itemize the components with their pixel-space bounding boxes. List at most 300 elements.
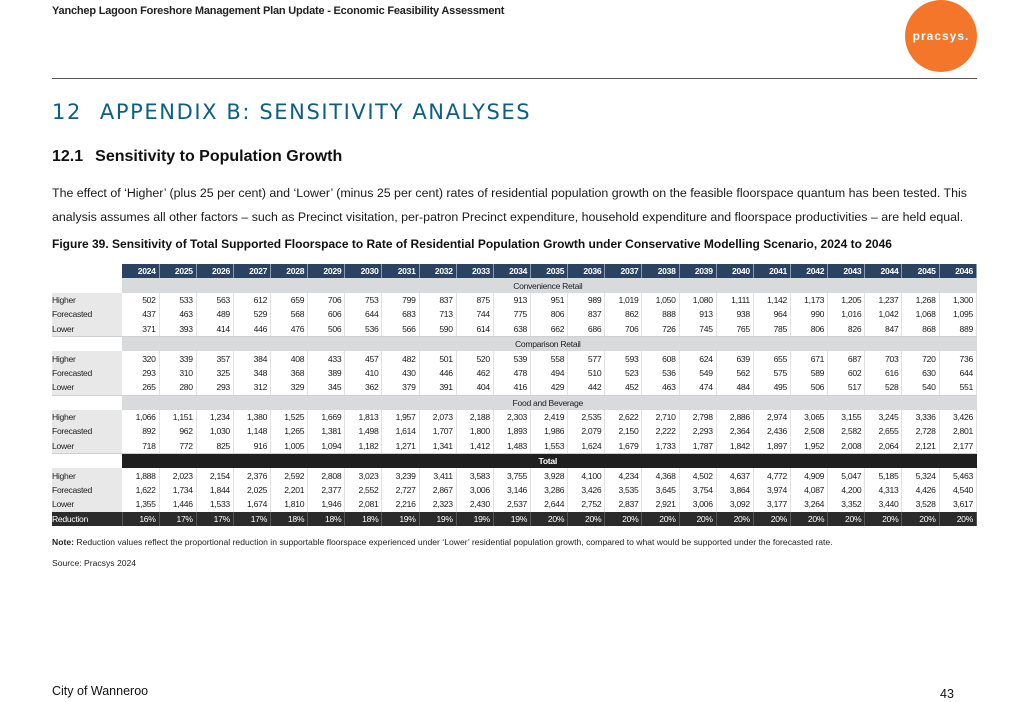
row-label: Lower [52, 322, 122, 337]
table-cell: 19% [456, 512, 493, 526]
table-cell: 713 [419, 307, 456, 321]
table-cell: 3,239 [382, 468, 419, 482]
table-row [52, 468, 977, 482]
table-cell: 2,188 [456, 410, 493, 424]
group-label: Total [122, 454, 977, 469]
table-cell: 345 [308, 380, 345, 395]
table-cell: 1,800 [456, 424, 493, 438]
subsection-number: 12.1 [52, 148, 84, 165]
table-cell: 446 [419, 366, 456, 380]
table-cell: 3,155 [828, 410, 865, 424]
table-cell: 501 [419, 351, 456, 365]
table-cell: 2,293 [679, 424, 716, 438]
table-cell: 536 [642, 366, 679, 380]
table-cell: 892 [122, 424, 159, 438]
table-cell: 3,264 [791, 497, 828, 511]
table-cell: 442 [568, 380, 605, 395]
table-cell: 718 [122, 439, 159, 454]
table-cell: 408 [271, 351, 308, 365]
note-label: Note: [52, 537, 74, 547]
table-cell: 429 [531, 380, 568, 395]
table-cell: 799 [382, 293, 419, 307]
table-cell: 2,201 [271, 483, 308, 497]
table-row [52, 410, 977, 424]
table-cell: 1,813 [345, 410, 382, 424]
table-cell: 1,080 [679, 293, 716, 307]
table-cell: 2,008 [828, 439, 865, 454]
table-cell: 3,974 [753, 483, 790, 497]
table-cell: 1,888 [122, 468, 159, 482]
table-cell: 549 [679, 366, 716, 380]
group-header-spacer [52, 336, 122, 351]
table-cell: 329 [271, 380, 308, 395]
table-cell: 772 [159, 439, 196, 454]
table-cell: 1,005 [271, 439, 308, 454]
table-row [52, 483, 977, 497]
table-cell: 265 [122, 380, 159, 395]
source-line: Source: Pracsys 2024 [52, 558, 137, 568]
table-cell: 1,019 [605, 293, 642, 307]
table-cell: 1,173 [791, 293, 828, 307]
table-cell: 562 [716, 366, 753, 380]
header-divider [52, 78, 977, 79]
year-header-cell: 2029 [308, 264, 345, 278]
table-cell: 1,446 [159, 497, 196, 511]
table-cell: 1,957 [382, 410, 419, 424]
table-cell: 4,502 [679, 468, 716, 482]
table-cell: 348 [233, 366, 270, 380]
group-header-row [52, 395, 977, 410]
table-cell: 1,483 [493, 439, 530, 454]
table-cell: 506 [791, 380, 828, 395]
table-cell: 913 [493, 293, 530, 307]
table-cell: 2,921 [642, 497, 679, 511]
year-header-cell: 2034 [493, 264, 530, 278]
table-cell: 1,986 [531, 424, 568, 438]
table-cell: 2,752 [568, 497, 605, 511]
table-cell: 4,100 [568, 468, 605, 482]
footer-organisation: City of Wanneroo [52, 684, 149, 698]
table-cell: 608 [642, 351, 679, 365]
table-cell: 293 [196, 380, 233, 395]
table-cell: 566 [382, 322, 419, 337]
group-label: Convenience Retail [122, 278, 977, 292]
table-cell: 1,205 [828, 293, 865, 307]
table-cell: 3,286 [531, 483, 568, 497]
table-cell: 4,087 [791, 483, 828, 497]
year-header-cell: 2024 [122, 264, 159, 278]
row-label: Higher [52, 351, 122, 365]
year-header-cell: 2043 [828, 264, 865, 278]
table-cell: 862 [605, 307, 642, 321]
table-cell: 4,772 [753, 468, 790, 482]
table-cell: 20% [642, 512, 679, 526]
table-cell: 2,323 [419, 497, 456, 511]
table-cell: 1,050 [642, 293, 679, 307]
table-cell: 1,042 [865, 307, 902, 321]
year-header-cell: 2032 [419, 264, 456, 278]
table-row [52, 439, 977, 454]
table-cell: 517 [828, 380, 865, 395]
table-cell: 520 [456, 351, 493, 365]
table-cell: 3,006 [679, 497, 716, 511]
table-cell: 1,897 [753, 439, 790, 454]
table-cell: 3,440 [865, 497, 902, 511]
table-cell: 529 [233, 307, 270, 321]
table-cell: 19% [419, 512, 456, 526]
table-cell: 3,352 [828, 497, 865, 511]
year-header-cell: 2038 [642, 264, 679, 278]
table-cell: 606 [308, 307, 345, 321]
table-cell: 416 [493, 380, 530, 395]
table-cell: 20% [679, 512, 716, 526]
table-cell: 964 [753, 307, 790, 321]
group-label: Food and Beverage [122, 395, 977, 410]
table-row [52, 497, 977, 511]
table-cell: 3,754 [679, 483, 716, 497]
group-header-row [52, 454, 977, 469]
table-cell: 2,150 [605, 424, 642, 438]
table-cell: 916 [233, 439, 270, 454]
table-cell: 2,537 [493, 497, 530, 511]
table-cell: 3,092 [716, 497, 753, 511]
table-cell: 3,245 [865, 410, 902, 424]
table-cell: 3,146 [493, 483, 530, 497]
table-cell: 687 [828, 351, 865, 365]
table-cell: 293 [122, 366, 159, 380]
table-cell: 2,867 [419, 483, 456, 497]
table-cell: 1,734 [159, 483, 196, 497]
table-cell: 563 [196, 293, 233, 307]
year-header-cell: 2046 [939, 264, 976, 278]
table-cell: 2,801 [939, 424, 976, 438]
section-title: APPENDIX B: SENSITIVITY ANALYSES [99, 100, 532, 124]
table-cell: 736 [939, 351, 976, 365]
table-cell: 4,540 [939, 483, 976, 497]
table-cell: 357 [196, 351, 233, 365]
table-cell: 20% [902, 512, 939, 526]
table-cell: 320 [122, 351, 159, 365]
group-header-row [52, 278, 977, 292]
table-cell: 1,952 [791, 439, 828, 454]
table-cell: 1,142 [753, 293, 790, 307]
table-cell: 3,864 [716, 483, 753, 497]
table-cell: 2,079 [568, 424, 605, 438]
table-cell: 1,810 [271, 497, 308, 511]
table-cell: 430 [382, 366, 419, 380]
table-cell: 495 [753, 380, 790, 395]
table-cell: 19% [382, 512, 419, 526]
table-cell: 437 [122, 307, 159, 321]
table-cell: 745 [679, 322, 716, 337]
subsection-title: Sensitivity to Population Growth [95, 148, 343, 165]
table-cell: 379 [382, 380, 419, 395]
table-cell: 2,154 [196, 468, 233, 482]
table-cell: 706 [308, 293, 345, 307]
table-cell: 533 [159, 293, 196, 307]
table-cell: 1,268 [902, 293, 939, 307]
table-cell: 4,909 [791, 468, 828, 482]
header-corner [52, 264, 122, 278]
year-header-cell: 2042 [791, 264, 828, 278]
table-cell: 1,341 [419, 439, 456, 454]
section-number: 12 [52, 100, 82, 124]
table-cell: 2,177 [939, 439, 976, 454]
table-cell: 2,436 [753, 424, 790, 438]
year-header-cell: 2036 [568, 264, 605, 278]
table-cell: 528 [865, 380, 902, 395]
group-header-row [52, 336, 977, 351]
table-row [52, 322, 977, 337]
year-header-cell: 2031 [382, 264, 419, 278]
table-note [52, 537, 833, 547]
table-cell: 1,182 [345, 439, 382, 454]
table-cell: 1,016 [828, 307, 865, 321]
table-cell: 1,095 [939, 307, 976, 321]
table-cell: 3,617 [939, 497, 976, 511]
table-cell: 4,368 [642, 468, 679, 482]
table-cell: 568 [271, 307, 308, 321]
table-cell: 806 [531, 307, 568, 321]
table-cell: 3,583 [456, 468, 493, 482]
table-cell: 2,364 [716, 424, 753, 438]
table-cell: 990 [791, 307, 828, 321]
table-cell: 875 [456, 293, 493, 307]
table-cell: 5,185 [865, 468, 902, 482]
table-cell: 1,271 [382, 439, 419, 454]
table-cell: 3,928 [531, 468, 568, 482]
table-cell: 1,707 [419, 424, 456, 438]
reduction-row [52, 512, 977, 526]
table-cell: 868 [902, 322, 939, 337]
sensitivity-table [52, 264, 977, 526]
table-cell: 484 [716, 380, 753, 395]
table-cell: 989 [568, 293, 605, 307]
table-cell: 539 [493, 351, 530, 365]
table-cell: 644 [345, 307, 382, 321]
table-cell: 462 [456, 366, 493, 380]
table-cell: 2,121 [902, 439, 939, 454]
table-cell: 775 [493, 307, 530, 321]
table-cell: 1,525 [271, 410, 308, 424]
table-cell: 17% [196, 512, 233, 526]
table-cell: 1,300 [939, 293, 976, 307]
table-cell: 3,645 [642, 483, 679, 497]
table-cell: 1,614 [382, 424, 419, 438]
year-header-cell: 2026 [196, 264, 233, 278]
table-cell: 602 [828, 366, 865, 380]
table-cell: 1,066 [122, 410, 159, 424]
year-header-cell: 2039 [679, 264, 716, 278]
table-cell: 630 [902, 366, 939, 380]
table-cell: 325 [196, 366, 233, 380]
table-cell: 2,728 [902, 424, 939, 438]
table-cell: 384 [233, 351, 270, 365]
table-cell: 2,535 [568, 410, 605, 424]
table-cell: 726 [642, 322, 679, 337]
table-cell: 1,674 [233, 497, 270, 511]
table-cell: 638 [493, 322, 530, 337]
table-cell: 3,755 [493, 468, 530, 482]
row-label: Lower [52, 380, 122, 395]
table-cell: 1,412 [456, 439, 493, 454]
row-label: Reduction [52, 512, 122, 526]
table-cell: 1,624 [568, 439, 605, 454]
year-header-cell: 2025 [159, 264, 196, 278]
section-heading [52, 100, 531, 124]
table-cell: 753 [345, 293, 382, 307]
table-cell: 577 [568, 351, 605, 365]
table-cell: 703 [865, 351, 902, 365]
table-cell: 20% [531, 512, 568, 526]
table-cell: 20% [939, 512, 976, 526]
table-cell: 1,151 [159, 410, 196, 424]
table-cell: 2,430 [456, 497, 493, 511]
table-cell: 310 [159, 366, 196, 380]
table-cell: 2,419 [531, 410, 568, 424]
table-cell: 1,946 [308, 497, 345, 511]
table-cell: 540 [902, 380, 939, 395]
table-cell: 1,111 [716, 293, 753, 307]
table-row [52, 293, 977, 307]
table-cell: 837 [568, 307, 605, 321]
table-cell: 16% [122, 512, 159, 526]
year-header-cell: 2037 [605, 264, 642, 278]
table-cell: 18% [271, 512, 308, 526]
table-cell: 5,324 [902, 468, 939, 482]
table-cell: 3,411 [419, 468, 456, 482]
row-label: Lower [52, 497, 122, 511]
table-cell: 3,426 [568, 483, 605, 497]
table-cell: 20% [791, 512, 828, 526]
table-cell: 2,073 [419, 410, 456, 424]
year-header-cell: 2030 [345, 264, 382, 278]
table-cell: 2,303 [493, 410, 530, 424]
document-header-title: Yanchep Lagoon Foreshore Management Plan Update - Economic Feasibility Assessment [52, 5, 505, 17]
table-cell: 1,622 [122, 483, 159, 497]
table-cell: 889 [939, 322, 976, 337]
table-cell: 280 [159, 380, 196, 395]
table-cell: 938 [716, 307, 753, 321]
table-cell: 785 [753, 322, 790, 337]
table-cell: 806 [791, 322, 828, 337]
table-cell: 686 [568, 322, 605, 337]
table-cell: 2,837 [605, 497, 642, 511]
table-cell: 4,426 [902, 483, 939, 497]
table-cell: 1,669 [308, 410, 345, 424]
table-cell: 1,844 [196, 483, 233, 497]
table-cell: 20% [753, 512, 790, 526]
table-cell: 2,023 [159, 468, 196, 482]
table-cell: 662 [531, 322, 568, 337]
table-cell: 506 [308, 322, 345, 337]
table-cell: 1,381 [308, 424, 345, 438]
table-cell: 593 [605, 351, 642, 365]
year-header-cell: 2045 [902, 264, 939, 278]
table-cell: 3,535 [605, 483, 642, 497]
row-label: Forecasted [52, 424, 122, 438]
table-row [52, 366, 977, 380]
table-cell: 3,006 [456, 483, 493, 497]
table-cell: 4,313 [865, 483, 902, 497]
table-cell: 1,068 [902, 307, 939, 321]
table-cell: 1,553 [531, 439, 568, 454]
table-cell: 4,200 [828, 483, 865, 497]
table-cell: 414 [196, 322, 233, 337]
table-cell: 5,463 [939, 468, 976, 482]
table-cell: 825 [196, 439, 233, 454]
table-cell: 463 [642, 380, 679, 395]
year-header-cell: 2027 [233, 264, 270, 278]
group-header-spacer [52, 454, 122, 469]
body-paragraph: The effect of ‘Higher’ (plus 25 per cent) and ‘Lower’ (minus 25 per cent) rates of residential population growth on the feasible floorspace quantum has been tested. This analysis assumes all other factors – such as Precinct visitation, per-patron Precinct expenditure, household expenditure and floorspace productivities – are held equal. [52, 186, 967, 224]
table-cell: 2,064 [865, 439, 902, 454]
table-cell: 913 [679, 307, 716, 321]
table-row [52, 424, 977, 438]
row-label: Higher [52, 468, 122, 482]
table-cell: 523 [605, 366, 642, 380]
table-cell: 765 [716, 322, 753, 337]
table-cell: 2,808 [308, 468, 345, 482]
table-cell: 683 [382, 307, 419, 321]
table-cell: 847 [865, 322, 902, 337]
table-cell: 2,216 [382, 497, 419, 511]
table-cell: 2,622 [605, 410, 642, 424]
table-cell: 2,222 [642, 424, 679, 438]
table-cell: 446 [233, 322, 270, 337]
table-cell: 2,974 [753, 410, 790, 424]
row-label: Higher [52, 293, 122, 307]
table-cell: 3,065 [791, 410, 828, 424]
table-cell: 1,498 [345, 424, 382, 438]
table-cell: 2,552 [345, 483, 382, 497]
table-cell: 20% [865, 512, 902, 526]
table-cell: 17% [233, 512, 270, 526]
table-cell: 2,508 [791, 424, 828, 438]
table-cell: 391 [419, 380, 456, 395]
table-cell: 2,376 [233, 468, 270, 482]
table-cell: 5,047 [828, 468, 865, 482]
table-cell: 612 [233, 293, 270, 307]
table-cell: 368 [271, 366, 308, 380]
table-cell: 362 [345, 380, 382, 395]
table-cell: 1,842 [716, 439, 753, 454]
table-cell: 2,710 [642, 410, 679, 424]
table-cell: 463 [159, 307, 196, 321]
table-cell: 20% [568, 512, 605, 526]
table-cell: 1,893 [493, 424, 530, 438]
table-cell: 474 [679, 380, 716, 395]
table-cell: 2,592 [271, 468, 308, 482]
table-cell: 1,265 [271, 424, 308, 438]
table-cell: 1,733 [642, 439, 679, 454]
table-cell: 3,336 [902, 410, 939, 424]
table-cell: 18% [345, 512, 382, 526]
figure-caption: Figure 39. Sensitivity of Total Supported Floorspace to Rate of Residential Population Growth under Conservative Modelling Scenario, 2024 to 2046 [52, 237, 892, 251]
table-cell: 510 [568, 366, 605, 380]
table-cell: 1,094 [308, 439, 345, 454]
table-cell: 20% [605, 512, 642, 526]
table-cell: 4,234 [605, 468, 642, 482]
table-cell: 644 [939, 366, 976, 380]
table-cell: 614 [456, 322, 493, 337]
year-header-cell: 2041 [753, 264, 790, 278]
table-cell: 616 [865, 366, 902, 380]
table-cell: 1,237 [865, 293, 902, 307]
table-cell: 312 [233, 380, 270, 395]
group-header-spacer [52, 278, 122, 292]
table-cell: 655 [753, 351, 790, 365]
